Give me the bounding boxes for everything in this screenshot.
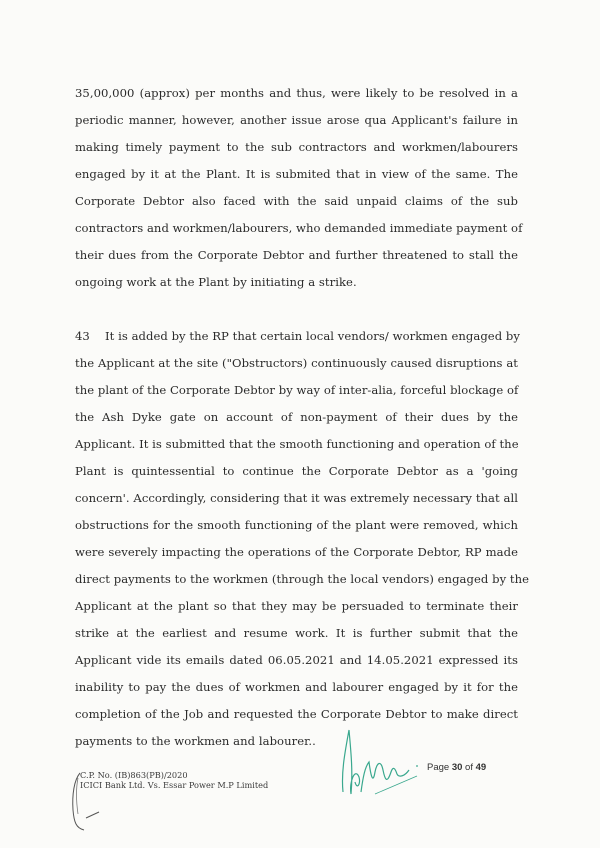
page-current: 30	[451, 762, 463, 773]
text-line: periodic manner, however, another issue arose qua Applicant's failure in	[75, 113, 518, 127]
text-line	[75, 329, 518, 343]
text-line: ongoing work at the Plant by initiating a strike.	[75, 275, 357, 289]
text-line: Applicant vide its emails dated 06.05.2021 and 14.05.2021 expressed its	[75, 653, 518, 667]
text-line: making timely payment to the sub contractors and workmen/labourers	[75, 140, 518, 154]
text-line: their dues from the Corporate Debtor and further threatened to stall the	[75, 248, 518, 262]
text-line: obstructions for the smooth functioning of the plant were removed, which	[75, 518, 518, 532]
text-line: Applicant. It is submitted that the smooth functioning and operation of the	[75, 437, 519, 451]
text-line: direct payments to the workmen (through the local vendors) engaged by the	[75, 572, 530, 586]
page-prefix: Page	[427, 762, 452, 773]
signature-icon	[335, 722, 425, 802]
text-line: Applicant at the plant so that they may be persuaded to terminate their	[75, 599, 518, 613]
footer-case-number: C.P. No. (IB)863(PB)/2020	[80, 770, 188, 780]
text-line: the plant of the Corporate Debtor by way of inter-alia, forceful blockage of	[75, 383, 519, 397]
paragraph-number: 43	[75, 329, 90, 343]
text-line: concern'. Accordingly, considering that it was extremely necessary that all	[75, 491, 518, 505]
text-line: the Applicant at the site ("Obstructors) continuously caused disruptions at	[75, 356, 518, 370]
paragraph-first-line: It is added by the RP that certain local vendors/ workmen engaged by	[105, 329, 520, 343]
page-of: of	[462, 762, 476, 773]
footer-case-title: ICICI Bank Ltd. Vs. Essar Power M.P Limited	[80, 780, 269, 790]
text-line: completion of the Job and requested the Corporate Debtor to make direct	[75, 707, 518, 721]
page-total: 49	[475, 762, 487, 773]
text-line: engaged by it at the Plant. It is submited that in view of the same. The	[75, 167, 518, 181]
handwritten-initial-icon	[66, 770, 106, 832]
text-line: inability to pay the dues of workmen and labourer engaged by it for the	[75, 680, 518, 694]
text-line: Corporate Debtor also faced with the said unpaid claims of the sub	[75, 194, 518, 208]
text-line: strike at the earliest and resume work. It is further submit that the	[75, 626, 518, 640]
text-line: Plant is quintessential to continue the Corporate Debtor as a 'going	[75, 464, 518, 478]
text-line: were severely impacting the operations of the Corporate Debtor, RP made	[75, 545, 518, 559]
page-number-label	[427, 762, 486, 773]
text-line: the Ash Dyke gate on account of non-payment of their dues by the	[75, 410, 518, 424]
text-line: payments to the workmen and labourer..	[75, 734, 316, 748]
text-line: 35,00,000 (approx) per months and thus, were likely to be resolved in a	[75, 86, 518, 100]
text-line: contractors and workmen/labourers, who demanded immediate payment of	[75, 221, 523, 235]
